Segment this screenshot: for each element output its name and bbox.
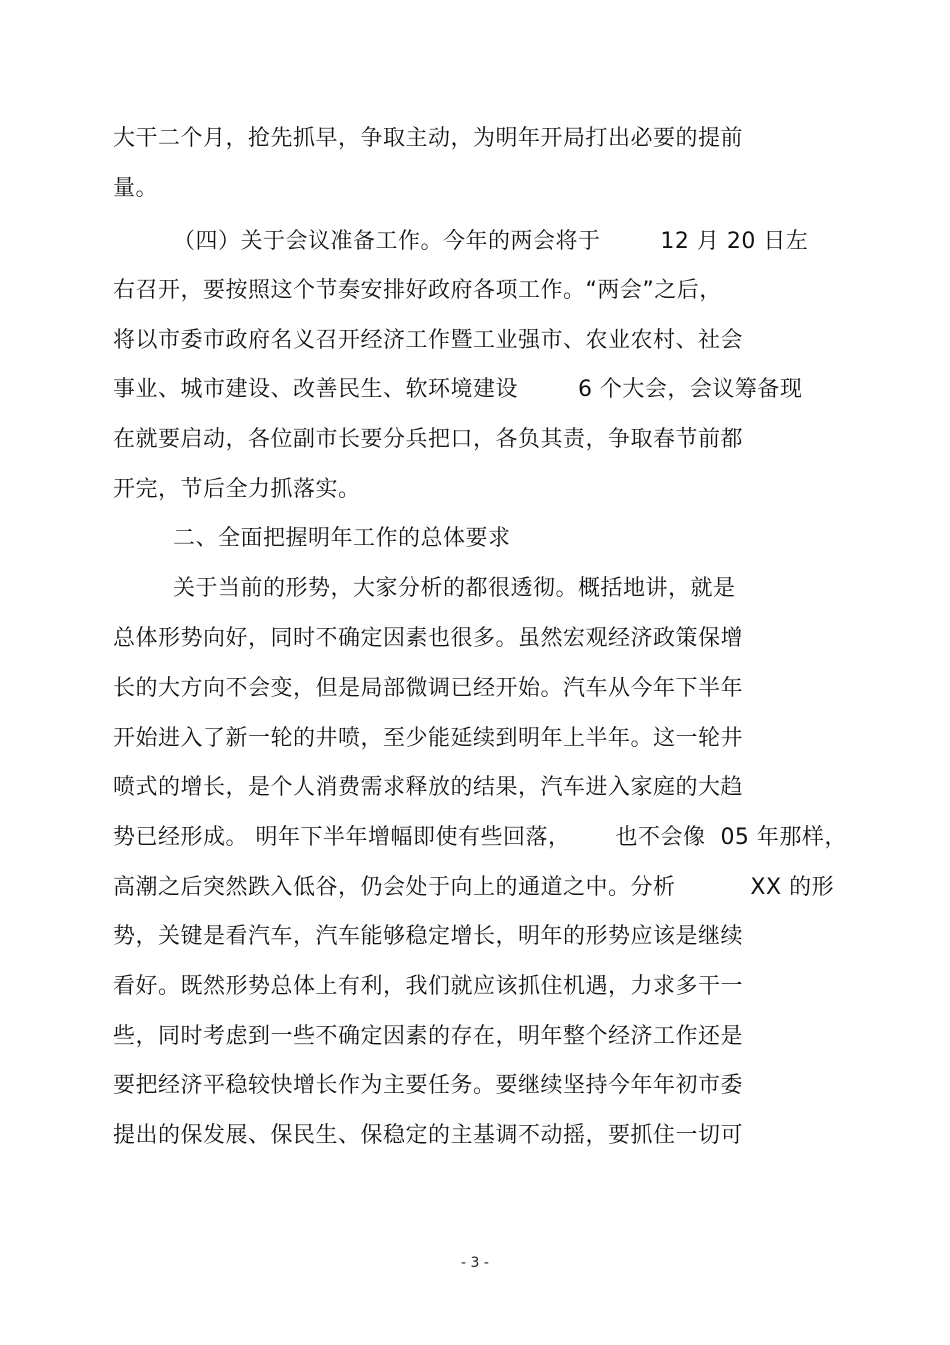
paragraph-line: 开完，节后全力抓落实。 [113,477,361,502]
paragraph-line: 喷式的增长，是个人消费需求释放的结果，汽车进入家庭的大趋 [113,775,744,800]
paragraph-line: 高潮之后突然跌入低谷，仍会处于向上的通道之中。分析 XX 的形 [113,875,835,900]
paragraph-line: 势已经形成。 明年下半年增幅即使有些回落， 也不会像 05 年那样， [113,825,847,850]
paragraph-line: 提出的保发展、保民生、保稳定的主基调不动摇，要抓住一切可 [113,1123,744,1148]
paragraph-line: 总体形势向好，同时不确定因素也很多。虽然宏观经济政策保增 [113,626,744,651]
paragraph-line: 势，关键是看汽车，汽车能够稳定增长，明年的形势应该是继续 [113,924,744,949]
paragraph-line: 量。 [113,176,159,201]
section-heading: 二、全面把握明年工作的总体要求 [113,526,511,551]
paragraph-line: 开始进入了新一轮的井喷，至少能延续到明年上半年。这一轮井 [113,726,744,751]
paragraph-line: 看好。既然形势总体上有利，我们就应该抓住机遇，力求多干一 [113,974,744,999]
paragraph-line: （四）关于会议准备工作。今年的两会将于 12 月 20 日左 [113,229,809,254]
paragraph-line: 些，同时考虑到一些不确定因素的存在，明年整个经济工作还是 [113,1024,744,1049]
paragraph-line: 关于当前的形势，大家分析的都很透彻。概括地讲，就是 [113,576,736,601]
page-number: - 3 - [461,1255,489,1271]
paragraph-line: 长的大方向不会变，但是局部微调已经开始。汽车从今年下半年 [113,676,744,701]
paragraph-line: 右召开，要按照这个节奏安排好政府各项工作。“两会”之后， [113,278,722,303]
paragraph-line: 将以市委市政府名义召开经济工作暨工业强市、农业农村、社会 [113,328,744,353]
paragraph-line: 在就要启动，各位副市长要分兵把口，各负其责，争取春节前都 [113,427,744,452]
paragraph-line: 事业、城市建设、改善民生、软环境建设 6 个大会，会议筹备现 [113,377,803,402]
paragraph-line: 大干二个月，抢先抓早，争取主动，为明年开局打出必要的提前 [113,126,744,151]
paragraph-line: 要把经济平稳较快增长作为主要任务。要继续坚持今年年初市委 [113,1073,744,1098]
